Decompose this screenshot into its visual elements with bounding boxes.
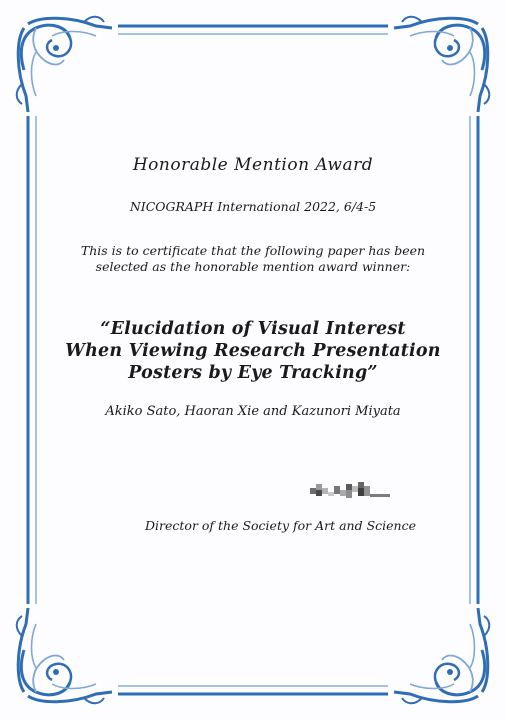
paper-title-line-3: Posters by Eye Tracking” [128,363,378,383]
paper-title [0,318,506,384]
paper-title-line-1: “Elucidation of Visual Interest [100,319,406,339]
certification-line-2: selected as the honorable mention award winner: [95,259,411,274]
paper-title-line-2: When Viewing Research Presentation [65,341,441,361]
certification-line-1: This is to certificate that the following paper has been [80,243,426,258]
signature-stamp [308,480,394,502]
certification-statement [0,243,506,275]
award-title: Honorable Mention Award [132,155,374,175]
authors: Akiko Sato, Haoran Xie and Kazunori Miyata [105,404,401,419]
director-title: Director of the Society for Art and Science [145,518,416,533]
event-name: NICOGRAPH International 2022, 6/4-5 [129,199,377,214]
